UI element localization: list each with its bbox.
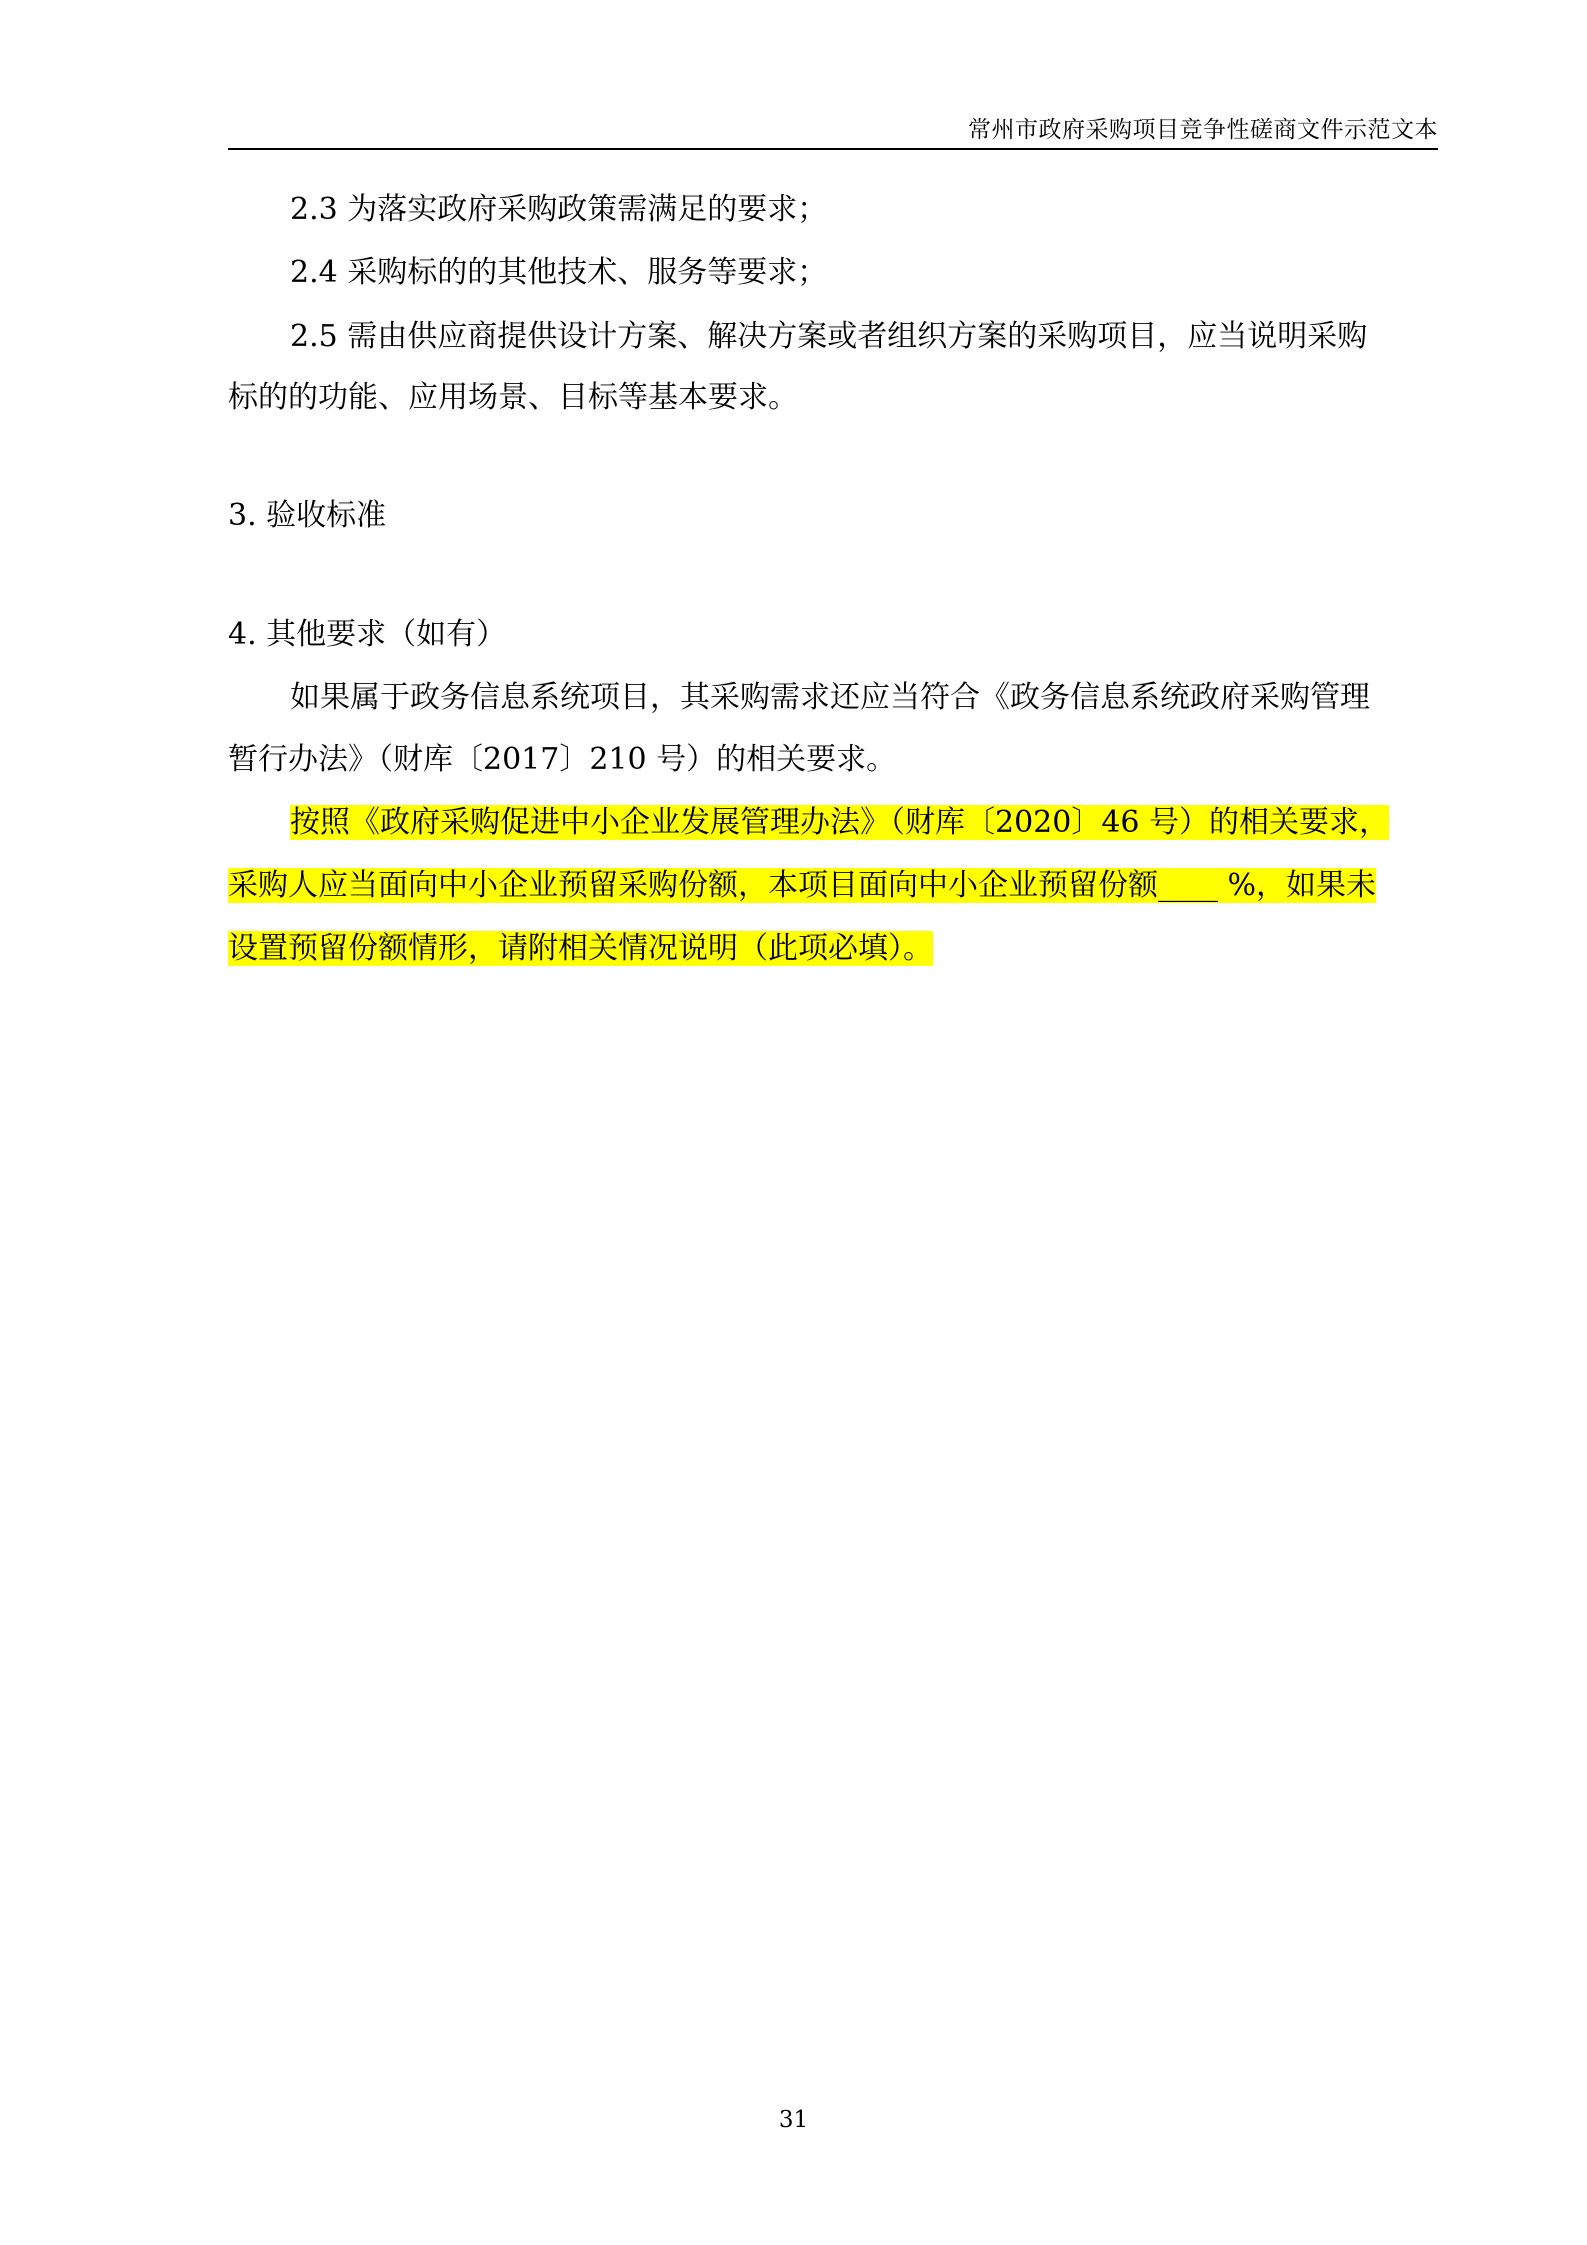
highlighted-text: 设置预留份额情形，请附相关情况说明（此项必填）。 — [228, 931, 933, 966]
paragraph-2-line3 — [228, 929, 933, 969]
section-4-heading: 4. 其他要求（如有） — [228, 617, 507, 652]
item-2-3: 2.3 为落实政府采购政策需满足的要求； — [290, 192, 828, 227]
paragraph-2-line1 — [290, 803, 1389, 843]
page-number: 31 — [778, 2107, 809, 2133]
paragraph-1-line2: 暂行办法》（财库〔2017〕210 号）的相关要求。 — [228, 742, 897, 777]
paragraph-2-line2 — [228, 866, 1376, 906]
highlighted-text: 按照《政府采购促进中小企业发展管理办法》（财库〔2020〕46 号）的相关要求， — [290, 805, 1390, 840]
paragraph-1-line1: 如果属于政务信息系统项目，其采购需求还应当符合《政务信息系统政府采购管理 — [290, 680, 1370, 715]
section-3-heading: 3. 验收标准 — [228, 498, 387, 533]
item-2-5-line2: 标的的功能、应用场景、目标等基本要求。 — [228, 380, 798, 415]
item-2-4: 2.4 采购标的的其他技术、服务等要求； — [290, 255, 828, 290]
header-title: 常州市政府采购项目竞争性磋商文件示范文本 — [968, 117, 1438, 143]
page-header — [228, 110, 1438, 150]
item-2-5-line1: 2.5 需由供应商提供设计方案、解决方案或者组织方案的采购项目，应当说明采购 — [290, 319, 1368, 354]
highlighted-text: 采购人应当面向中小企业预留采购份额，本项目面向中小企业预留份额____ %，如果未 — [228, 868, 1377, 903]
